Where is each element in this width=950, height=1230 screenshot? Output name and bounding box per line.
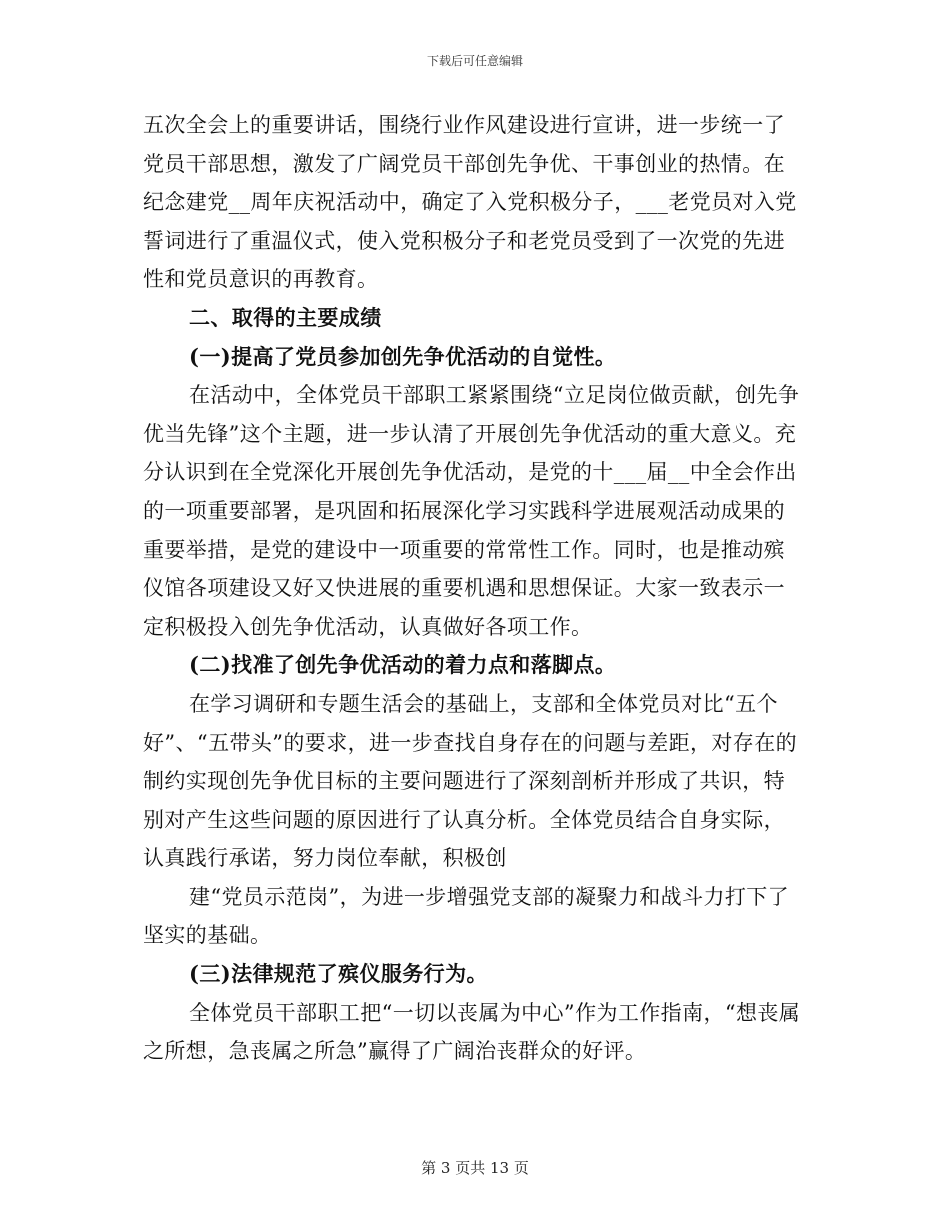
subsection-heading: (三)法律规范了殡仪服务行为。 (189, 961, 488, 987)
subsection-heading: (二)找准了创先争优活动的着力点和落脚点。 (189, 652, 617, 678)
paragraph: 五次全会上的重要讲话，围绕行业作风建设进行宣讲，进一步统一了党员干部思想，激发了广阔党员干部创先争优、干事创业的热情。在纪念建党__周年庆祝活动中，确定了入党积极分子，___老党员对入党誓词进行了重温仪式，使入党积极分子和老党员受到了一次党的先进性和党员意识的再教育。 (143, 113, 797, 292)
paragraph: 建“党员示范岗”，为进一步增强党支部的凝聚力和战斗力打下了坚实的基础。 (143, 884, 790, 948)
subsection-heading: (一)提高了党员参加创先争优活动的自觉性。 (189, 343, 617, 369)
paragraph: 在活动中，全体党员干部职工紧紧围绕“立足岗位做贡献，创先争优当先锋”这个主题，进一步认清了开展创先争优活动的重大意义。充分认识到在全党深化开展创先争优活动，是党的十___届__中全会作出的一项重要部署，是巩固和拓展深化学习实践科学进展观活动成果的重要举措，是党的建设中一项重要的常常性工作。同时，也是推动殡仪馆各项建设又好又快进展的重要机遇和思想保证。大家一致表示一定积极投入创先争优活动，认真做好各项工作。 (143, 383, 800, 639)
page-number: 第 3 页共 13 页 (421, 1159, 529, 1177)
section-heading: 二、取得的主要成绩 (189, 304, 382, 330)
paragraph: 在学习调研和专题生活会的基础上，支部和全体党员对比“五个好”、“五带头”的要求，进一步查找自身存在的问题与差距，对存在的制约实现创先争优目标的主要问题进行了深刻剖析并形成了共识，特别对产生这些问题的原因进行了认真分析。全体党员结合自身实际，认真践行承诺，努力岗位奉献，积极创 (143, 691, 798, 871)
paragraph: 全体党员干部职工把“一切以丧属为中心”作为工作指南，“想丧属之所想，急丧属之所急”赢得了广阔治丧群众的好评。 (143, 1000, 801, 1064)
document-body (143, 106, 803, 1071)
page-header: 下载后可任意编辑 (426, 54, 523, 68)
